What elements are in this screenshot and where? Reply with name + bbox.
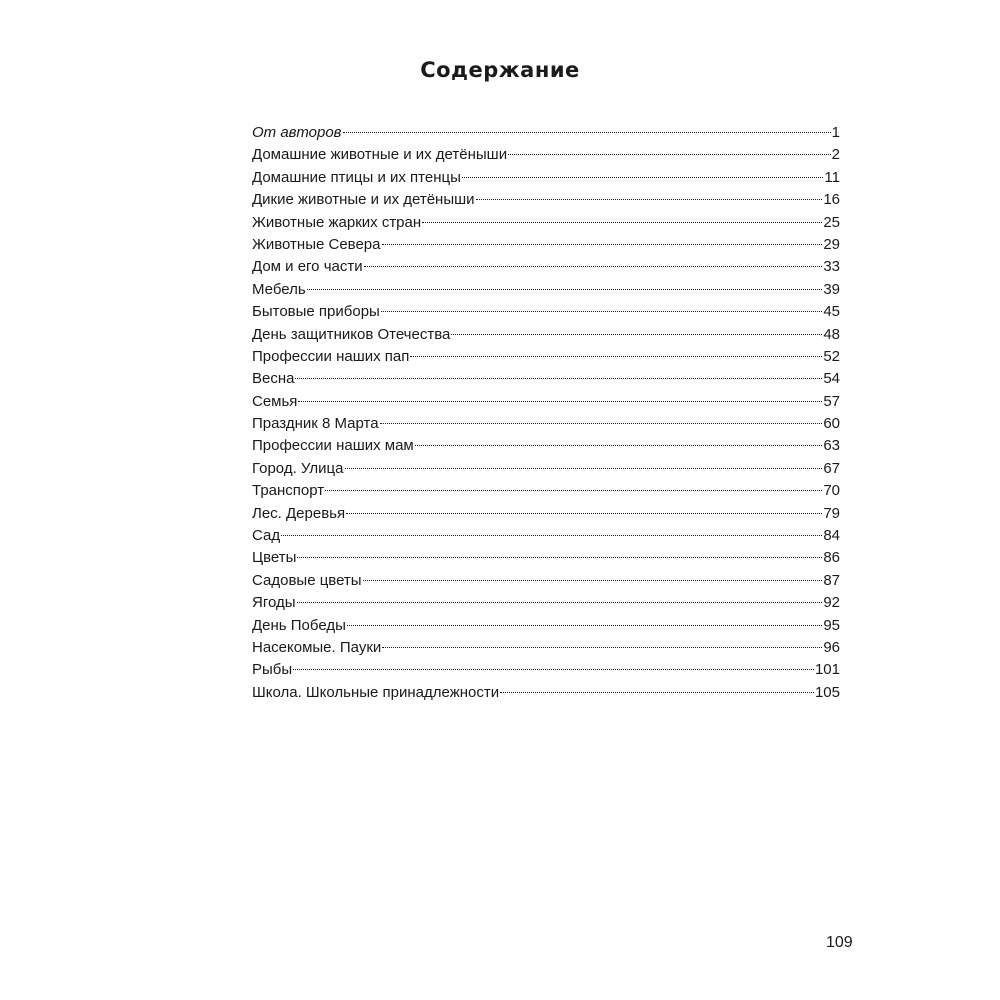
dot-leader [298,401,822,402]
toc-entry[interactable] [252,659,840,681]
dot-leader [415,445,823,446]
toc-entry[interactable] [252,279,840,301]
toc-entry-title: Профессии наших мам [252,437,414,455]
toc-entry-title: Праздник 8 Марта [252,415,379,433]
dot-leader [451,334,822,335]
toc-entry[interactable] [252,547,840,569]
toc-entry-page: 29 [823,235,840,253]
toc-entry[interactable] [252,167,840,189]
toc-entry[interactable] [252,480,840,502]
toc-entry[interactable] [252,682,840,704]
dot-leader [346,513,822,514]
dot-leader [381,311,822,312]
toc-entry-page: 1 [831,124,840,141]
toc-entry[interactable] [252,592,840,614]
toc-entry[interactable] [252,615,840,637]
dot-leader [297,602,823,603]
dot-leader [281,535,822,536]
toc-entry-title: Дом и его части [252,258,363,276]
toc-entry-page: 57 [823,392,840,410]
toc-entry-title: Рыбы [252,661,293,679]
toc-entry[interactable] [252,391,840,413]
toc-entry-title: Профессии наших пап [252,347,410,365]
toc-entry-title: Мебель [252,280,306,298]
toc-entry[interactable] [252,234,840,256]
toc-entry[interactable] [252,256,840,278]
toc-entry[interactable] [252,122,840,144]
toc-entry[interactable] [252,637,840,659]
toc-entry-title: День Победы [252,616,346,634]
toc-entry[interactable] [252,144,840,166]
dot-leader [293,669,814,670]
dot-leader [422,222,822,223]
toc-entry-page: 45 [823,303,840,321]
toc-entry[interactable] [252,458,840,480]
toc-entry-page: 105 [814,683,840,701]
toc-entry[interactable] [252,212,840,234]
toc-entry-page: 60 [823,415,840,433]
toc-entry-title: Животные Севера [252,235,381,253]
toc-entry[interactable] [252,413,840,435]
toc-entry-title: Транспорт [252,482,325,500]
toc-entry-title: Город. Улица [252,459,344,477]
toc-entry-page: 87 [823,571,840,589]
dot-leader [508,154,831,155]
dot-leader [462,177,824,178]
dot-leader [343,132,831,133]
toc-entry[interactable] [252,525,840,547]
toc-entry-title: Насекомые. Пауки [252,638,382,656]
toc-entry-title: Домашние птицы и их птенцы [252,168,461,186]
dot-leader [382,647,822,648]
dot-leader [500,692,814,693]
toc-entry-title: День защитников Отечества [252,325,451,343]
dot-leader [476,199,823,200]
dot-leader [382,244,823,245]
table-of-contents [252,122,840,704]
toc-entry-title: Бытовые приборы [252,303,380,321]
toc-entry-page: 96 [823,638,840,656]
toc-entry-page: 92 [823,594,840,612]
toc-entry-page: 70 [823,482,840,500]
toc-entry-page: 101 [814,661,840,679]
dot-leader [295,378,822,379]
toc-entry-page: 63 [823,437,840,455]
dot-leader [345,468,823,469]
toc-entry-title: Цветы [252,549,297,567]
toc-entry-page: 2 [831,146,840,164]
dot-leader [380,423,823,424]
toc-entry-title: Животные жарких стран [252,213,422,231]
toc-entry[interactable] [252,324,840,346]
page-number: 109 [826,934,853,951]
toc-entry-title: Семья [252,392,298,410]
toc-entry[interactable] [252,570,840,592]
toc-entry[interactable] [252,301,840,323]
toc-entry-title: От авторов [252,124,342,141]
toc-entry-page: 33 [823,258,840,276]
toc-entry-page: 11 [824,168,840,186]
toc-entry-page: 79 [823,504,840,522]
toc-entry-page: 67 [823,459,840,477]
dot-leader [325,490,822,491]
page-title: Содержание [420,58,580,83]
toc-entry-title: Дикие животные и их детёныши [252,191,475,209]
toc-entry-page: 48 [823,325,840,343]
toc-entry-title: Школа. Школьные принадлежности [252,683,500,701]
dot-leader [363,580,823,581]
toc-entry-page: 39 [823,280,840,298]
toc-entry[interactable] [252,346,840,368]
toc-entry-title: Садовые цветы [252,571,362,589]
toc-entry-title: Ягоды [252,594,296,612]
toc-entry[interactable] [252,503,840,525]
toc-entry-title: Лес. Деревья [252,504,346,522]
toc-entry-title: Весна [252,370,295,388]
toc-entry-page: 25 [823,213,840,231]
toc-entry-page: 52 [823,347,840,365]
dot-leader [347,625,822,626]
toc-entry-title: Домашние животные и их детёныши [252,146,508,164]
toc-entry-page: 86 [823,549,840,567]
dot-leader [307,289,823,290]
dot-leader [364,266,823,267]
dot-leader [410,356,822,357]
dot-leader [297,557,822,558]
toc-entry-page: 54 [823,370,840,388]
toc-entry-title: Сад [252,527,281,545]
toc-entry[interactable] [252,368,840,390]
toc-entry-page: 16 [823,191,840,209]
toc-entry-page: 95 [823,616,840,634]
toc-entry[interactable] [252,435,840,457]
toc-entry-page: 84 [823,527,840,545]
toc-entry[interactable] [252,189,840,211]
